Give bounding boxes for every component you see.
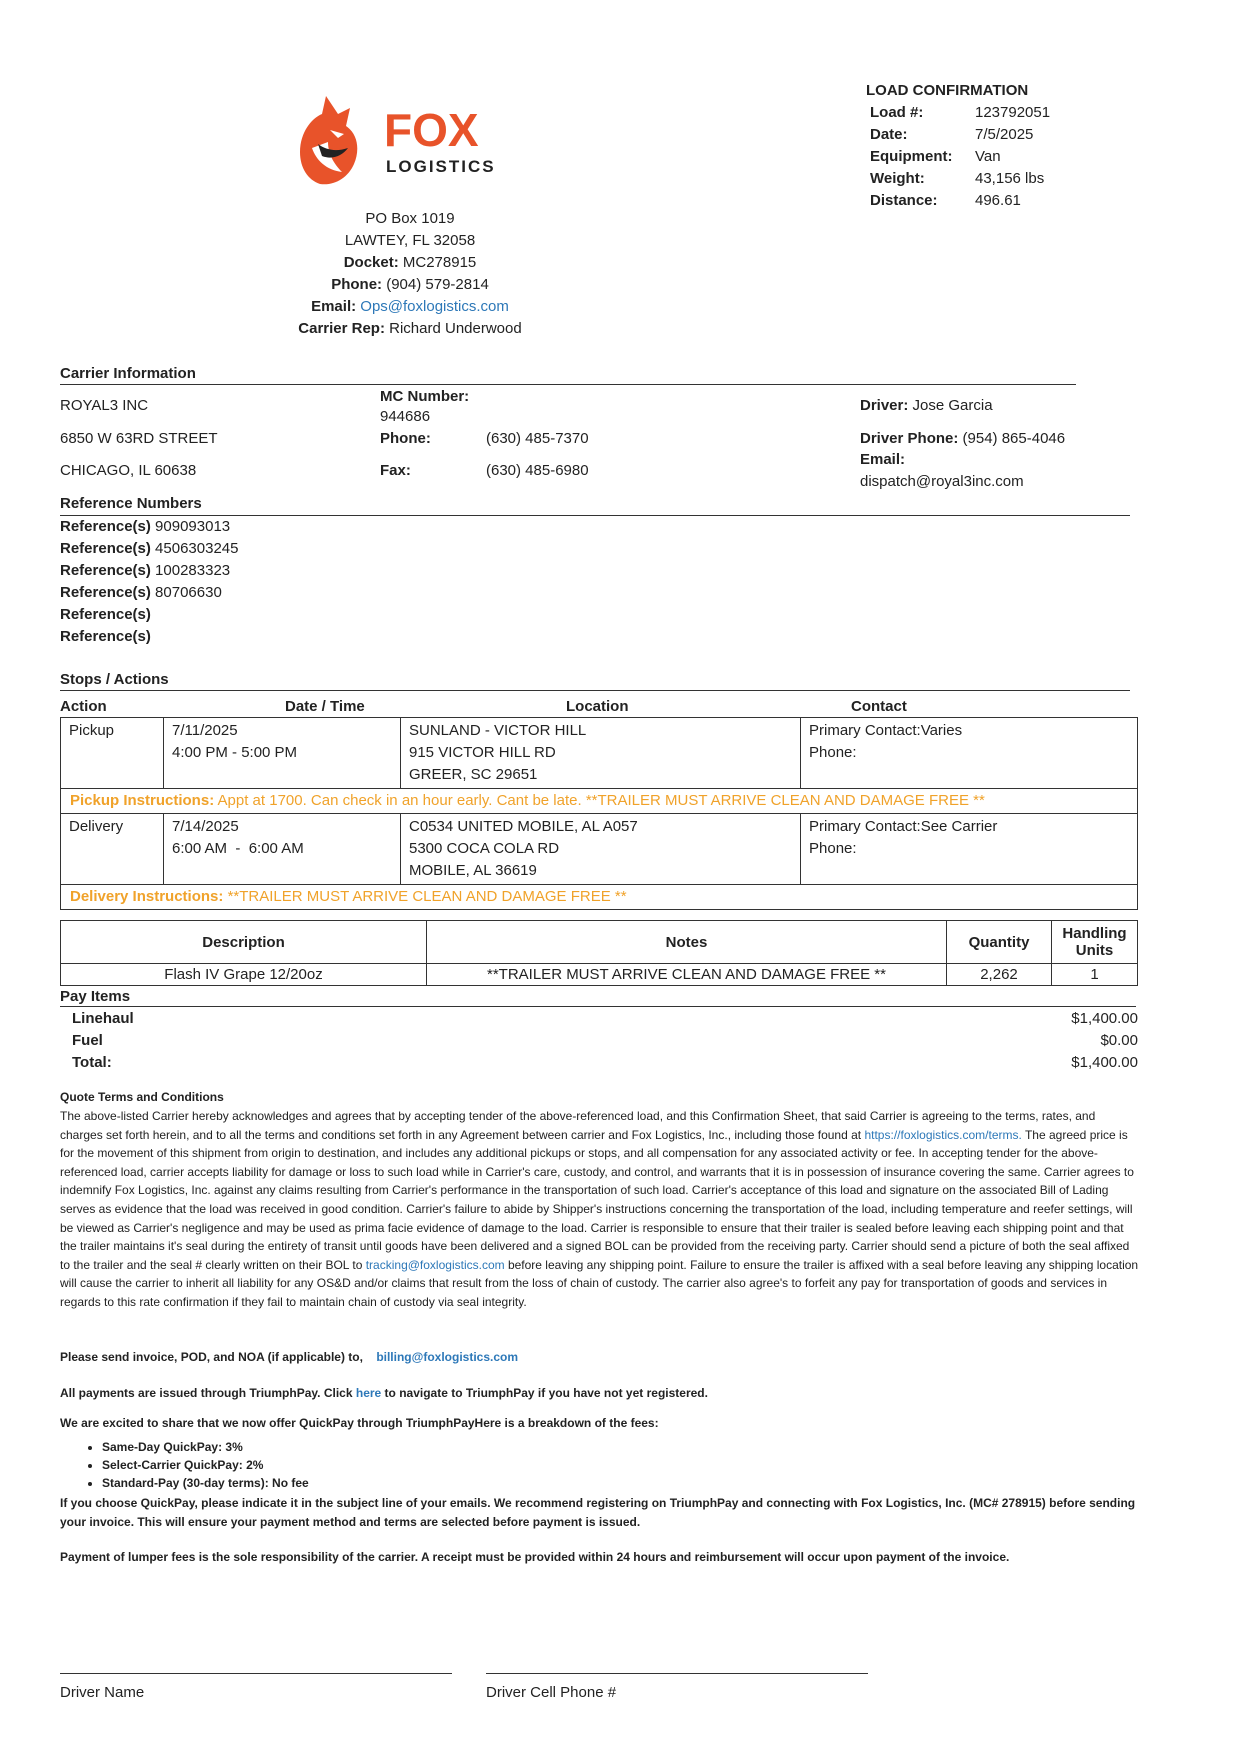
carrier-rep: Carrier Rep: Richard Underwood bbox=[298, 320, 522, 337]
quickpay-item: • Standard-Pay (30-day terms): No fee bbox=[102, 1474, 309, 1492]
quickpay-intro: We are excited to share that we now offer QuickPay through TriumphPayHere is a breakdown of the fees: bbox=[60, 1416, 659, 1430]
item-description: Flash IV Grape 12/20oz bbox=[61, 964, 427, 986]
stop-location: SUNLAND - VICTOR HILL 915 VICTOR HILL RD GREER, SC 29651 bbox=[401, 718, 801, 789]
billing-email-link[interactable]: billing@foxlogistics.com bbox=[376, 1350, 519, 1364]
items-col-quantity: Quantity bbox=[947, 921, 1052, 964]
company-address1: PO Box 1019 bbox=[365, 210, 455, 227]
total-amount: $1,400.00 bbox=[1071, 1054, 1138, 1071]
quickpay-note: If you choose QuickPay, please indicate it in the subject line of your emails. We recommend registering on TriumphPay and connecting with Fox Logistics, Inc. (MC# 278915) before sending your invoice. This will ensure your payment method and terms are selected before payment is issued. bbox=[60, 1496, 1136, 1529]
mc-number: 944686 bbox=[380, 408, 431, 425]
terms-url-link[interactable]: https://foxlogistics.com/terms. bbox=[864, 1127, 1022, 1142]
terms-heading: Quote Terms and Conditions bbox=[60, 1090, 224, 1104]
quickpay-list bbox=[60, 1438, 309, 1492]
quickpay-item: • Select-Carrier QuickPay: 2% bbox=[102, 1456, 309, 1474]
linehaul-label: Linehaul bbox=[72, 1010, 134, 1027]
carrier-city: CHICAGO, IL 60638 bbox=[60, 462, 197, 479]
fuel-label: Fuel bbox=[72, 1032, 103, 1049]
stops-rule bbox=[60, 690, 1130, 691]
reference-row: Reference(s) 80706630 bbox=[60, 584, 222, 601]
company-email: Email: Ops@foxlogistics.com bbox=[311, 298, 509, 315]
carrier-fax-label: Fax: bbox=[380, 462, 411, 479]
reference-row: Reference(s) 909093013 bbox=[60, 518, 231, 535]
stop-contact: Primary Contact:See Carrier Phone: bbox=[801, 814, 1138, 885]
load-distance-row: Distance: 496.61 bbox=[870, 192, 1021, 209]
reference-rule bbox=[60, 515, 1130, 516]
driver: Driver: Jose Garcia bbox=[860, 397, 993, 414]
stops-col-contact: Contact bbox=[851, 698, 907, 715]
items-table bbox=[60, 920, 1138, 986]
fuel-amount: $0.00 bbox=[1100, 1032, 1138, 1049]
items-col-handling-units: Handling Units bbox=[1052, 921, 1138, 964]
linehaul-amount: $1,400.00 bbox=[1071, 1010, 1138, 1027]
fox-logistics-logo bbox=[298, 90, 518, 190]
reference-heading: Reference Numbers bbox=[60, 495, 202, 512]
stop-instructions-row bbox=[61, 789, 1138, 814]
load-weight-row: Weight: 43,156 lbs bbox=[870, 170, 1045, 187]
quickpay-item: • Same-Day QuickPay: 3% bbox=[102, 1438, 309, 1456]
triumph-here-link[interactable]: here bbox=[355, 1386, 382, 1400]
carrier-info-rule bbox=[60, 384, 1076, 385]
company-phone: Phone: (904) 579-2814 bbox=[331, 276, 489, 293]
driver-name-label: Driver Name bbox=[60, 1684, 145, 1701]
items-col-description: Description bbox=[61, 921, 427, 964]
stop-datetime: 7/11/2025 4:00 PM - 5:00 PM bbox=[164, 718, 401, 789]
billing-line: Please send invoice, POD, and NOA (if applicable) to, billing@foxlogistics.com bbox=[60, 1350, 519, 1364]
reference-row: Reference(s) 4506303245 bbox=[60, 540, 239, 557]
stop-instructions-row bbox=[61, 885, 1138, 910]
load-confirmation-title: LOAD CONFIRMATION bbox=[866, 82, 1029, 99]
stop-action: Delivery bbox=[61, 814, 164, 885]
lumper-note: Payment of lumper fees is the sole responsibility of the carrier. A receipt must be provided within 24 hours and reimbursement will occur upon payment of the invoice. bbox=[60, 1550, 1010, 1564]
item-notes: **TRAILER MUST ARRIVE CLEAN AND DAMAGE FREE ** bbox=[427, 964, 947, 986]
logo-text-main: FOX bbox=[384, 104, 479, 156]
tracking-email-link[interactable]: tracking@foxlogistics.com bbox=[365, 1257, 505, 1272]
items-header-row bbox=[61, 921, 1138, 964]
driver-phone: Driver Phone: (954) 865-4046 bbox=[860, 430, 1066, 447]
company-address2: LAWTEY, FL 32058 bbox=[344, 232, 476, 249]
stop-datetime: 7/14/2025 6:00 AM - 6:00 AM bbox=[164, 814, 401, 885]
item-row bbox=[61, 964, 1138, 986]
driver-cell-label: Driver Cell Phone # bbox=[486, 1684, 617, 1701]
driver-email: dispatch@royal3inc.com bbox=[860, 473, 1024, 490]
driver-email-label: Email: bbox=[860, 451, 906, 468]
pay-items-heading: Pay Items bbox=[60, 988, 131, 1005]
stops-table bbox=[60, 717, 1138, 910]
load-equipment-row: Equipment: Van bbox=[870, 148, 1001, 165]
mc-number-label: MC Number: bbox=[380, 388, 470, 405]
delivery-instructions: Delivery Instructions: **TRAILER MUST ARRIVE CLEAN AND DAMAGE FREE ** bbox=[61, 885, 1138, 910]
company-docket: Docket: MC278915 bbox=[343, 254, 477, 271]
stop-row bbox=[61, 814, 1138, 885]
reference-row: Reference(s) 100283323 bbox=[60, 562, 231, 579]
items-col-notes: Notes bbox=[427, 921, 947, 964]
item-handling-units: 1 bbox=[1052, 964, 1138, 986]
stops-col-datetime: Date / Time bbox=[285, 698, 365, 715]
load-date-row: Date: 7/5/2025 bbox=[870, 126, 1034, 143]
stop-contact: Primary Contact:Varies Phone: bbox=[801, 718, 1138, 789]
item-quantity: 2,262 bbox=[947, 964, 1052, 986]
pay-items-rule bbox=[60, 1006, 1136, 1007]
triumph-line: All payments are issued through TriumphPay. Click here to navigate to TriumphPay if you have not yet registered. bbox=[60, 1386, 708, 1400]
stop-row bbox=[61, 718, 1138, 789]
terms-body: The above-listed Carrier hereby acknowledges and agrees that by accepting tender of the above-referenced load, and this Confirmation Sheet, that said Carrier is agreeing to the terms, rates, and charges set forth herein, and to all the terms and conditions set forth in any Agreement between carrier and Fox Logistics, Inc., including those found at https://foxlogistics.com/terms. The agreed price is for the movement of this shipment from origin to destination, and includes any additional pickups or stops, and all compensation for any associated activity or fee. In accepting tender for the above-referenced load, carrier accepts liability for damage or loss to such load while in Carrier's care, custody, and control, and warrants that it is in possession of insurance covering the same. Carrier agrees to indemnify Fox Logistics, Inc. against any claims resulting from Carrier's performance in the transportation of such load. Carrier's acceptance of this load and signature on the associated Bill of Lading serves as evidence that the load was received in good condition. Carrier's failure to abide by Shipper's instructions concerning the transportation of the load, including temperature and reefer settings, will be viewed as Carrier's negligence and may be used as prima facie evidence of damage to the load. Carrier is responsible to ensure that their trailer is sealed before leaving each shipping point and that the trailer maintains it's seal during the entirety of transit until goods have been delivered and a signed BOL can be provided from the receiving party. Carrier should send a picture of both the seal affixed to the trailer and the seal # clearly written on their BOL to tracking@foxlogistics.com before leaving any shipping point. Failure to ensure the trailer is affixed with a seal before leaving any shipping location will cause the carrier to inherit all liability for any OS&D and/or claims that result from the loss of chain of custody. The carrier also agree's to forfeit any pay for transportation of goods and services in regards to this rate confirmation if they fail to maintain chain of custody via seal integrity. bbox=[60, 1109, 1139, 1309]
carrier-info-heading: Carrier Information bbox=[60, 365, 196, 382]
stops-col-location: Location bbox=[566, 698, 629, 715]
reference-row: Reference(s) bbox=[60, 628, 151, 645]
total-label: Total: bbox=[72, 1054, 112, 1071]
carrier-phone-label: Phone: bbox=[380, 430, 431, 447]
driver-cell-line[interactable] bbox=[486, 1673, 868, 1674]
stop-location: C0534 UNITED MOBILE, AL A057 5300 COCA COLA RD MOBILE, AL 36619 bbox=[401, 814, 801, 885]
stops-col-action: Action bbox=[60, 698, 107, 715]
carrier-phone: (630) 485-7370 bbox=[486, 430, 589, 447]
pickup-instructions: Pickup Instructions: Appt at 1700. Can check in an hour early. Cant be late. **TRAILER MUST ARRIVE CLEAN AND DAMAGE FREE ** bbox=[61, 789, 1138, 814]
company-email-link[interactable]: Ops@foxlogistics.com bbox=[360, 298, 509, 315]
stops-heading: Stops / Actions bbox=[60, 671, 169, 688]
reference-row: Reference(s) bbox=[60, 606, 151, 623]
carrier-street: 6850 W 63RD STREET bbox=[60, 430, 218, 447]
logo-text-sub: LOGISTICS bbox=[386, 157, 496, 176]
stop-action: Pickup bbox=[61, 718, 164, 789]
load-number-row: Load #: 123792051 bbox=[870, 104, 1051, 121]
driver-name-line[interactable] bbox=[60, 1673, 452, 1674]
carrier-name: ROYAL3 INC bbox=[60, 397, 149, 414]
carrier-fax: (630) 485-6980 bbox=[486, 462, 589, 479]
